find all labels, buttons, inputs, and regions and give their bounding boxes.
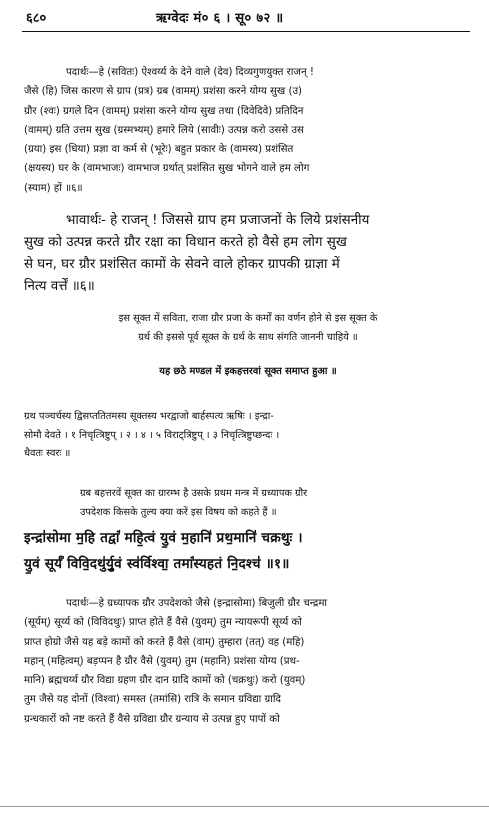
topic-statement [24,485,472,522]
text-line: इस सूक्त में सविता, राजा ग्रौर प्रजा के कर्मों का वर्णन होने से इस सूक्त के [118,313,378,324]
bhavartha-paragraph-mantra-6 [24,210,472,298]
text-line: पदार्थः—हे (सवितः) ऐश्वर्य्य के देने वाले (देव) दिव्यगुणयुक्त राजन् ! [66,67,314,78]
text-line: ग्रब बहत्तरवें सूक्त का ग्रारम्भ है उसके प्रथम मन्त्र में ग्रध्यापक ग्रौर [80,488,308,499]
mantra-verse [24,525,472,577]
text-line: उपदेशक किसके तुल्य क्या करें इस विषय को कहते हैं ॥ [80,506,277,518]
text-line: ग्रौर (श्वः) ग्रगले दिन (वामम्) प्रशंसा करने योग्य सुख तथा (दिवेदिवे) प्रतिदिन [24,105,304,117]
text-line: सुख को उत्पन्न करते ग्रौर रक्षा का विधान करते हो वैसे हम लोग सुख [24,235,347,250]
verse-line: यु॒वं सूर्यं॑ विवि॒दथु॑र्यु॒वं स्व॑र्विश्वा॒ तमां॑स्यहतं नि॒दश्च॑ ॥१॥ [24,556,290,572]
text-line: प्राप्त होग्रो जैसे यह बड़े कामों को करते हैं वैसे (वाम्) तुम्हारा (तत्) वह (महि) [24,636,305,648]
text-line: ग्रन्धकारों को नष्ट करते हैं वैसे ग्रविद्या ग्रौर ग्रन्याय से उत्पन्न हुए पापों को [24,713,280,725]
sukta-introduction [24,408,472,464]
text-line: महान् (महित्वम्) बड़प्पन है ग्रौर वैसे (युवम्) तुम (महानि) प्रशंसा योग्य (प्रथ- [24,655,300,667]
text-line: (स्याम) हों ॥६॥ [24,182,83,194]
header-divider [22,31,470,32]
text-line: से घन, घर ग्रौर प्रशंसित कामों के सेवने वाले होकर ग्रापकी ग्राज्ञा में [24,257,340,272]
verse-line: इन्द्रा॑सोमा म॒हि तद्वां॑ महि॒त्वं यु॒वं म॒हानि॑ प्रथ॒मानि॑ चक्रथुः । [24,530,303,546]
text-line: (क्षयस्य) घर के (वामभाजः) वामभाज ग्रर्थात् प्रशंसित सुख भोगने वाले हम लोग [24,163,310,175]
sukta-summary [24,310,472,347]
text-line: भावार्थः- हे राजन् ! जिससे ग्राप हम प्रजाजनों के लिये प्रशंसनीय [66,213,370,228]
text-line: जैसे (हि) जिस कारण से ग्राप (प्रत्र) ग्रब (वामम्) प्रशंसा करने योग्य सुख (उ) [24,86,303,98]
text-line: (वामम्) ग्रति उत्तम सुख (ग्रस्मभ्यम्) हमारे लिये (सावीः) उत्पन्न करो उससे उस [24,124,304,136]
page-number: ६८० [26,11,47,26]
padartha-paragraph-mantra-1 [24,594,472,729]
running-title: ऋग्वेदः मं० ६ । सू० ७२ ॥ [156,11,284,26]
text-line: तुम जैसे यह दोनों (विश्वा) समस्त (तमांसि) रात्रि के समान ग्रविद्या ग्रादि [24,694,281,706]
scan-bottom-edge [0,806,489,807]
padartha-paragraph-mantra-6 [24,63,472,198]
text-line: सोमौ देवते । १ निचृत्त्रिष्टुप् । २ । ४ । ५ विराट्त्रिष्टुप् । ३ निचृत्त्रिष्टुप्छन्दः । [24,429,280,441]
text-line: ग्रर्थ की इससे पूर्व सूक्त के ग्रर्थ के साथ संगति जाननी चाहिये ॥ [138,331,358,343]
text-line: पदार्थः—हे ग्रध्यापक ग्रौर उपदेशको जैसे (इन्द्रासोमा) बिजुली ग्रौर चन्द्रमा [66,598,328,609]
text-line: (सूर्यम्) सूर्य्य को (विविदथुः) प्राप्त होते हैं वैसे (युवम्) तुम न्यायरूपी सूर्य्य को [24,617,302,629]
text-line: नित्य वर्त्तें ॥६॥ [24,279,95,294]
text-line: मानि) ब्रह्मचर्य्य ग्रौर विद्या ग्रहण ग्रौर दान ग्रादि कामों को (चक्रथुः) करो (युवम्) [24,675,306,687]
text-line: धैवतः स्वरः ॥ [24,448,71,459]
page-header [26,6,466,28]
closing-line: यह छठे मण्डल में इकहत्तरवां सूक्त समाप्त हुआ ॥ [159,366,337,377]
text-line: (ग्रया) इस (धिया) प्रज्ञा वा कर्म से (भूरेः) बहुत प्रकार के (वामस्य) प्रशंसित [24,144,294,156]
text-line: ग्रथ पञ्चर्चस्य द्विसप्ततितमस्य सूक्तस्य भरद्वाजो बार्हस्पत्य ऋषिः । इन्द्रा- [24,411,274,422]
sukta-closing [24,363,472,382]
